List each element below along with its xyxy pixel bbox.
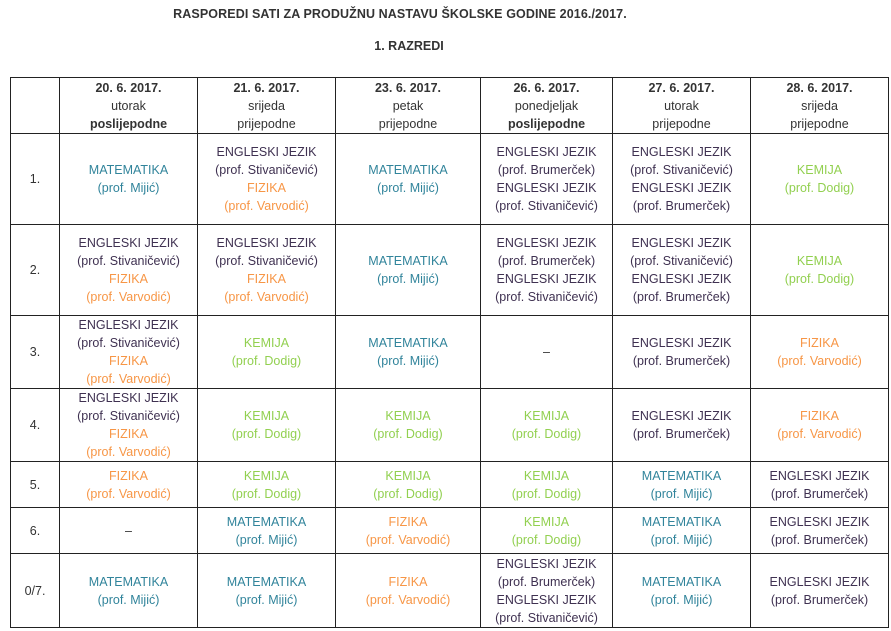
schedule-cell	[60, 316, 198, 389]
column-part-of-day: poslijepodne	[89, 116, 168, 131]
subject-name: ENGLESKI JEZIK	[496, 236, 597, 250]
teacher-name: (prof. Stivaničević)	[215, 254, 318, 268]
schedule-cell	[613, 508, 751, 554]
schedule-cell	[198, 225, 336, 316]
teacher-name: (prof. Varvodić)	[777, 354, 862, 368]
period-label: 1.	[11, 134, 60, 225]
subject-name: ENGLESKI JEZIK	[769, 514, 870, 529]
period-label: 4.	[11, 389, 60, 462]
subject-name: ENGLESKI JEZIK	[496, 592, 597, 607]
subject-name: ENGLESKI JEZIK	[78, 391, 179, 405]
corner-cell	[11, 78, 60, 134]
column-part-of-day: prijepodne	[378, 116, 438, 131]
lesson-entry	[483, 591, 610, 627]
lesson-entry	[615, 467, 748, 503]
subject-name: FIZIKA	[800, 409, 839, 423]
lesson-entry	[200, 467, 333, 503]
subject-name: MATEMATIKA	[226, 574, 307, 589]
subject-name: ENGLESKI JEZIK	[496, 145, 597, 159]
teacher-name: (prof. Stivaničević)	[495, 610, 598, 625]
lesson-entry	[615, 407, 748, 443]
schedule-cell	[613, 554, 751, 628]
lesson-entry	[200, 573, 333, 609]
schedule-cell	[751, 134, 889, 225]
column-day: ponedjeljak	[514, 98, 579, 113]
schedule-cell	[481, 316, 613, 389]
lesson-entry	[62, 234, 195, 270]
subject-name: MATEMATIKA	[368, 336, 448, 350]
teacher-name: (prof. Varvodić)	[86, 445, 171, 459]
teacher-name: (prof. Mijić)	[377, 181, 439, 195]
lesson-entry	[483, 270, 610, 306]
subject-name: ENGLESKI JEZIK	[631, 236, 732, 250]
lesson-entry	[483, 343, 610, 361]
period-label: 2.	[11, 225, 60, 316]
schedule-cell	[198, 554, 336, 628]
schedule-cell	[60, 462, 198, 508]
subject-name: ENGLESKI JEZIK	[216, 145, 317, 159]
schedule-cell	[60, 389, 198, 462]
subject-name: FIZIKA	[109, 272, 148, 286]
schedule-cell	[198, 508, 336, 554]
lesson-entry	[338, 161, 478, 197]
teacher-name: (prof. Dodig)	[231, 427, 302, 441]
schedule-table	[10, 77, 889, 628]
lesson-entry	[62, 389, 195, 425]
schedule-cell	[613, 225, 751, 316]
schedule-cell	[751, 508, 889, 554]
schedule-cell	[751, 389, 889, 462]
subject-name: ENGLESKI JEZIK	[631, 272, 732, 286]
teacher-name: (prof. Mijić)	[235, 532, 298, 547]
teacher-name: (prof. Dodig)	[784, 181, 855, 195]
subject-name: MATEMATIKA	[641, 574, 722, 589]
subject-name: ENGLESKI JEZIK	[631, 145, 732, 159]
teacher-name: (prof. Dodig)	[511, 532, 582, 547]
subject-name: MATEMATIKA	[88, 163, 169, 177]
column-date: 26. 6. 2017.	[513, 80, 580, 95]
schedule-cell	[613, 316, 751, 389]
lesson-entry	[338, 467, 478, 503]
lesson-entry	[62, 522, 195, 540]
column-header	[751, 78, 889, 134]
teacher-name: (prof. Stivaničević)	[77, 336, 180, 350]
teacher-name: (prof. Varvodić)	[86, 290, 171, 304]
subject-name: FIZIKA	[109, 427, 148, 441]
lesson-entry	[338, 252, 478, 288]
schedule-cell	[336, 316, 481, 389]
schedule-cell	[60, 554, 198, 628]
teacher-name: (prof. Brumerček)	[632, 354, 731, 368]
subject-name: FIZIKA	[247, 272, 286, 286]
subject-name: ENGLESKI JEZIK	[631, 181, 732, 195]
period-label: 0/7.	[11, 554, 60, 628]
schedule-body	[11, 134, 889, 628]
schedule-cell	[336, 554, 481, 628]
schedule-cell	[751, 316, 889, 389]
schedule-cell	[481, 554, 613, 628]
column-header	[613, 78, 751, 134]
teacher-name: (prof. Dodig)	[373, 486, 443, 501]
column-date: 21. 6. 2017.	[233, 80, 300, 95]
lesson-entry	[615, 179, 748, 215]
subject-name: KEMIJA	[796, 254, 843, 268]
teacher-name: (prof. Mijić)	[97, 181, 160, 195]
period-label: 6.	[11, 508, 60, 554]
lesson-entry	[62, 352, 195, 388]
table-row	[11, 554, 889, 628]
table-row	[11, 316, 889, 389]
lesson-entry	[753, 513, 886, 549]
lesson-entry	[483, 467, 610, 503]
teacher-name: (prof. Stivaničević)	[630, 254, 733, 268]
teacher-name: (prof. Varvodić)	[224, 290, 309, 304]
teacher-name: (prof. Dodig)	[231, 354, 302, 368]
teacher-name: (prof. Stivaničević)	[77, 409, 180, 423]
teacher-name: (prof. Varvodić)	[86, 486, 171, 501]
teacher-name: (prof. Mijić)	[650, 486, 713, 501]
lesson-entry	[200, 513, 333, 549]
subject-name: FIZIKA	[109, 468, 148, 483]
schedule-cell	[198, 462, 336, 508]
lesson-entry	[62, 425, 195, 461]
teacher-name: (prof. Brumerček)	[770, 592, 869, 607]
teacher-name: (prof. Varvodić)	[365, 592, 451, 607]
teacher-name: (prof. Varvodić)	[365, 532, 451, 547]
period-label: 5.	[11, 462, 60, 508]
lesson-entry	[62, 467, 195, 503]
subject-name: ENGLESKI JEZIK	[216, 236, 317, 250]
schedule-cell	[336, 389, 481, 462]
column-part-of-day: prijepodne	[237, 116, 296, 131]
lesson-entry	[200, 407, 333, 443]
no-lesson-dash: –	[125, 523, 132, 538]
lesson-entry	[200, 179, 333, 215]
lesson-entry	[62, 573, 195, 609]
schedule-cell	[481, 508, 613, 554]
lesson-entry	[200, 334, 333, 370]
teacher-name: (prof. Stivaničević)	[630, 163, 733, 177]
schedule-cell	[198, 316, 336, 389]
no-lesson-dash: –	[543, 345, 550, 359]
teacher-name: (prof. Brumerček)	[632, 427, 731, 441]
teacher-name: (prof. Dodig)	[511, 427, 582, 441]
teacher-name: (prof. Mijić)	[377, 272, 439, 286]
schedule-cell	[336, 225, 481, 316]
lesson-entry	[483, 143, 610, 179]
schedule-cell	[336, 508, 481, 554]
schedule-cell	[336, 462, 481, 508]
lesson-entry	[483, 513, 610, 549]
subject-name: MATEMATIKA	[88, 574, 169, 589]
subject-name: KEMIJA	[243, 409, 290, 423]
column-part-of-day: prijepodne	[652, 116, 711, 131]
lesson-entry	[753, 252, 886, 288]
schedule-cell	[613, 462, 751, 508]
schedule-cell	[481, 225, 613, 316]
teacher-name: (prof. Brumerček)	[632, 290, 731, 304]
page-title: RASPOREDI SATI ZA PRODUŽNU NASTAVU ŠKOLSKE GODINE 2016./2017.	[173, 7, 627, 21]
schedule-cell	[613, 389, 751, 462]
teacher-name: (prof. Brumerček)	[770, 486, 869, 501]
schedule-cell	[481, 462, 613, 508]
subject-name: KEMIJA	[243, 468, 290, 483]
lesson-entry	[338, 334, 478, 370]
subject-name: ENGLESKI JEZIK	[496, 272, 597, 286]
subject-name: ENGLESKI JEZIK	[496, 181, 597, 195]
lesson-entry	[62, 270, 195, 306]
schedule-cell	[336, 134, 481, 225]
lesson-entry	[200, 234, 333, 270]
teacher-name: (prof. Brumerček)	[770, 532, 869, 547]
table-row	[11, 134, 889, 225]
schedule-cell	[60, 134, 198, 225]
teacher-name: (prof. Mijić)	[97, 592, 160, 607]
subject-name: ENGLESKI JEZIK	[769, 574, 870, 589]
lesson-entry	[483, 555, 610, 591]
lesson-entry	[615, 270, 748, 306]
lesson-entry	[483, 179, 610, 215]
lesson-entry	[200, 143, 333, 179]
subject-name: MATEMATIKA	[641, 468, 722, 483]
subject-name: ENGLESKI JEZIK	[78, 318, 179, 332]
lesson-entry	[753, 161, 886, 197]
teacher-name: (prof. Dodig)	[373, 427, 443, 441]
column-header	[481, 78, 613, 134]
teacher-name: (prof. Stivaničević)	[77, 254, 180, 268]
teacher-name: (prof. Dodig)	[231, 486, 302, 501]
lesson-entry	[753, 467, 886, 503]
lesson-entry	[338, 573, 478, 609]
subject-name: ENGLESKI JEZIK	[631, 336, 732, 350]
schedule-cell	[751, 554, 889, 628]
schedule-cell	[751, 462, 889, 508]
teacher-name: (prof. Stivaničević)	[215, 163, 318, 177]
subject-name: FIZIKA	[388, 574, 428, 589]
subject-name: ENGLESKI JEZIK	[769, 468, 870, 483]
teacher-name: (prof. Varvodić)	[777, 427, 862, 441]
subject-name: FIZIKA	[800, 336, 839, 350]
teacher-name: (prof. Dodig)	[511, 486, 582, 501]
lesson-entry	[200, 270, 333, 306]
lesson-entry	[615, 234, 748, 270]
subject-name: KEMIJA	[385, 468, 431, 483]
subject-name: MATEMATIKA	[641, 514, 722, 529]
table-row	[11, 389, 889, 462]
subject-name: ENGLESKI JEZIK	[78, 236, 179, 250]
column-header	[198, 78, 336, 134]
table-row	[11, 462, 889, 508]
subject-name: KEMIJA	[243, 336, 290, 350]
teacher-name: (prof. Brumerček)	[632, 199, 731, 213]
schedule-cell	[60, 225, 198, 316]
column-part-of-day: poslijepodne	[507, 116, 586, 131]
lesson-entry	[483, 234, 610, 270]
column-day: srijeda	[801, 98, 838, 113]
subject-name: FIZIKA	[247, 181, 286, 195]
schedule-cell	[481, 134, 613, 225]
subject-name: ENGLESKI JEZIK	[496, 556, 597, 571]
teacher-name: (prof. Stivaničević)	[495, 199, 598, 213]
subject-name: MATEMATIKA	[226, 514, 307, 529]
teacher-name: (prof. Varvodić)	[224, 199, 309, 213]
subject-name: KEMIJA	[796, 163, 843, 177]
teacher-name: (prof. Brumerček)	[497, 163, 596, 177]
subject-name: KEMIJA	[523, 514, 570, 529]
header-row	[11, 78, 889, 134]
subject-name: KEMIJA	[385, 409, 431, 423]
subject-name: ENGLESKI JEZIK	[631, 409, 732, 423]
subject-name: MATEMATIKA	[368, 163, 448, 177]
lesson-entry	[338, 513, 478, 549]
schedule-cell	[481, 389, 613, 462]
lesson-entry	[338, 407, 478, 443]
schedule-cell	[60, 508, 198, 554]
column-day: utorak	[664, 98, 699, 113]
teacher-name: (prof. Brumerček)	[497, 254, 596, 268]
subject-name: FIZIKA	[109, 354, 148, 368]
lesson-entry	[483, 407, 610, 443]
lesson-entry	[753, 407, 886, 443]
column-header	[60, 78, 198, 134]
schedule-cell	[198, 134, 336, 225]
teacher-name: (prof. Mijić)	[650, 592, 713, 607]
lesson-entry	[615, 513, 748, 549]
teacher-name: (prof. Stivaničević)	[495, 290, 598, 304]
column-date: 27. 6. 2017.	[648, 80, 715, 95]
column-date: 20. 6. 2017.	[95, 80, 162, 95]
teacher-name: (prof. Brumerček)	[497, 574, 596, 589]
column-date: 28. 6. 2017.	[786, 80, 853, 95]
column-header	[336, 78, 481, 134]
page-subtitle: 1. RAZREDI	[374, 39, 444, 53]
period-label: 3.	[11, 316, 60, 389]
lesson-entry	[753, 334, 886, 370]
column-part-of-day: prijepodne	[790, 116, 849, 131]
subject-name: KEMIJA	[523, 409, 570, 423]
column-date: 23. 6. 2017.	[374, 80, 442, 95]
lesson-entry	[753, 573, 886, 609]
teacher-name: (prof. Dodig)	[784, 272, 855, 286]
teacher-name: (prof. Varvodić)	[86, 372, 171, 386]
teacher-name: (prof. Mijić)	[377, 354, 439, 368]
teacher-name: (prof. Mijić)	[650, 532, 713, 547]
subject-name: KEMIJA	[523, 468, 570, 483]
column-day: petak	[392, 98, 424, 113]
teacher-name: (prof. Mijić)	[235, 592, 298, 607]
lesson-entry	[62, 161, 195, 197]
subject-name: FIZIKA	[388, 514, 428, 529]
lesson-entry	[615, 573, 748, 609]
subject-name: MATEMATIKA	[368, 254, 448, 268]
table-row	[11, 508, 889, 554]
lesson-entry	[615, 334, 748, 370]
schedule-cell	[198, 389, 336, 462]
table-row	[11, 225, 889, 316]
lesson-entry	[62, 316, 195, 352]
schedule-cell	[613, 134, 751, 225]
lesson-entry	[615, 143, 748, 179]
schedule-cell	[751, 225, 889, 316]
column-day: srijeda	[248, 98, 285, 113]
column-day: utorak	[111, 98, 146, 113]
